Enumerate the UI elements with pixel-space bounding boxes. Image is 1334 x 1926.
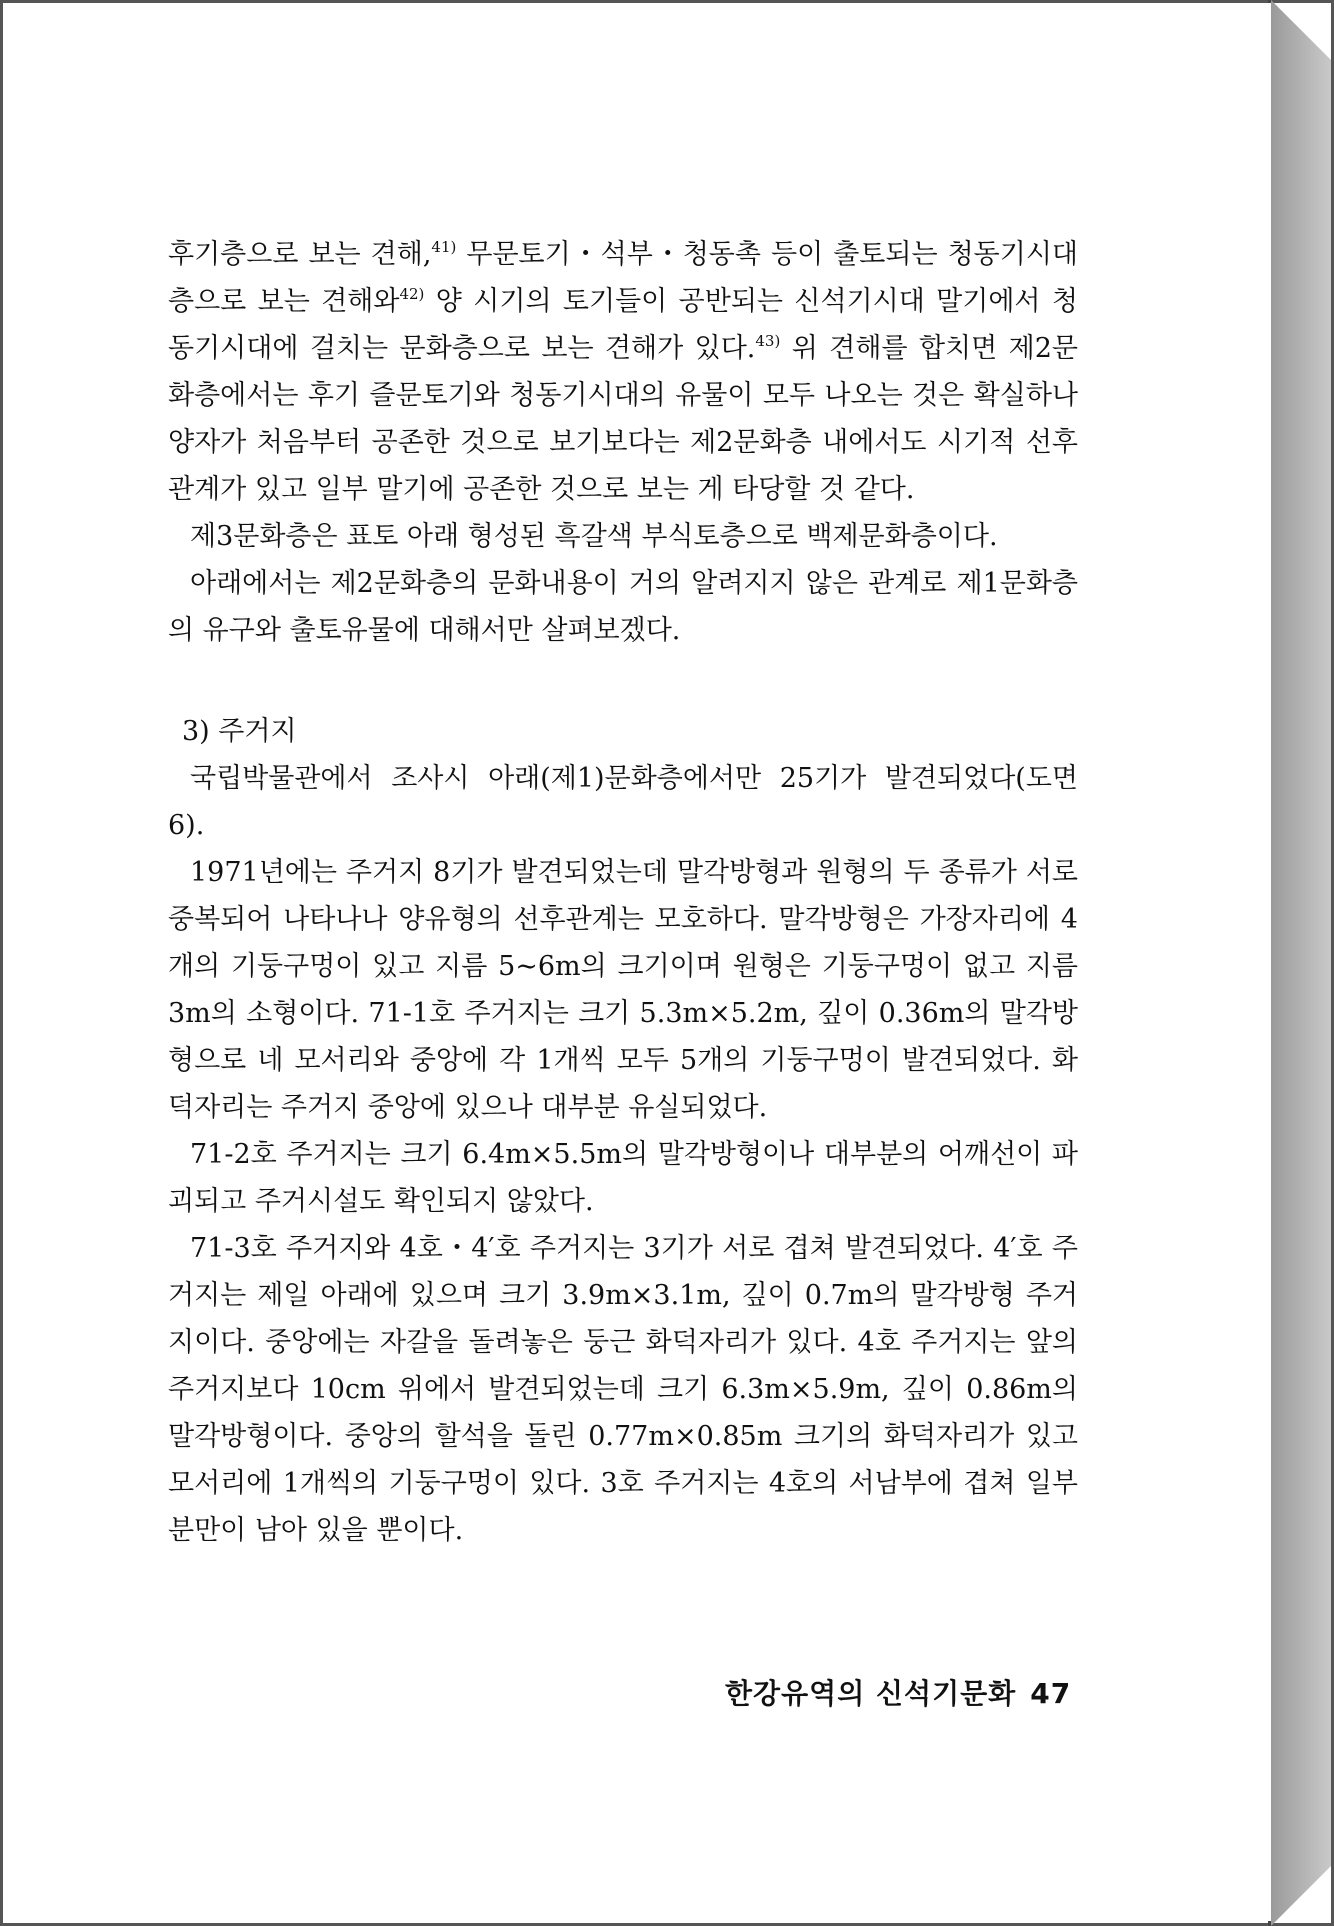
text-run: 무문토기・석부・청동촉 등이 출토되는 청동기시대층으로 보는 견해와	[168, 239, 1078, 317]
page-edge-shadow	[1271, 0, 1331, 1926]
paragraph-3: 아래에서는 제2문화층의 문화내용이 거의 알려지지 않은 관계로 제1문화층의 유구와 출토유물에 대해서만 살펴보겠다.	[168, 568, 1078, 646]
paragraph-7: 71-3호 주거지와 4호・4′호 주거지는 3기가 서로 겹쳐 발견되었다. 4′호 주거지는 제일 아래에 있으며 크기 3.9m×3.1m, 깊이 0.7m의 말각방형 주거지이다. 중앙에는 자갈을 돌려놓은 둥근 화덕자리가 있다. 4호 주거지는 앞의 주거지보다 10cm 위에서 발견되었는데 크기 6.3m×5.9m, 깊이 0.86m의 말각방형이다. 중앙의 할석을 돌린 0.77m×0.85m 크기의 화덕자리가 있고 모서리에 1개씩의 기둥구멍이 있다. 3호 주거지는 4호의 서남부에 겹쳐 일부분만이 남아 있을 뿐이다.	[168, 1233, 1078, 1546]
text-run: 후기층으로 보는 견해,	[168, 239, 432, 270]
page-number: 47	[1030, 1677, 1072, 1710]
body-text	[168, 231, 1078, 1554]
paragraph-2: 제3문화층은 표토 아래 형성된 흑갈색 부식토층으로 백제문화층이다.	[190, 521, 998, 552]
section-heading: 3) 주거지	[182, 716, 297, 747]
text-run: 양 시기의 토기들이 공반되는 신석기시대 말기에서 청동기시대에 걸치는 문화층으로 보는 견해가 있다.	[168, 286, 1078, 364]
paragraph-4: 국립박물관에서 조사시 아래(제1)문화층에서만 25기가 발견되었다(도면 6).	[168, 763, 1078, 841]
book-title: 한강유역의 신석기문화	[725, 1677, 1017, 1710]
book-page	[3, 3, 1271, 1921]
running-footer	[725, 1672, 1071, 1712]
paragraph-6: 71-2호 주거지는 크기 6.4m×5.5m의 말각방형이나 대부분의 어깨선이 파괴되고 주거시설도 확인되지 않았다.	[168, 1139, 1078, 1217]
footnote-ref-41: 41)	[431, 238, 457, 256]
paragraph-5: 1971년에는 주거지 8기가 발견되었는데 말각방형과 원형의 두 종류가 서로 중복되어 나타나나 양유형의 선후관계는 모호하다. 말각방형은 가장자리에 4개의 기둥구멍이 있고 지름 5∼6m의 크기이며 원형은 기둥구멍이 없고 지름 3m의 소형이다. 71-1호 주거지는 크기 5.3m×5.2m, 깊이 0.36m의 말각방형으로 네 모서리와 중앙에 각 1개씩 모두 5개의 기둥구멍이 발견되었다. 화덕자리는 주거지 중앙에 있으나 대부분 유실되었다.	[168, 857, 1078, 1123]
footnote-ref-42: 42)	[399, 285, 425, 303]
paragraph-1	[168, 231, 1078, 513]
text-run: 위 견해를 합치면 제2문화층에서는 후기 즐문토기와 청동기시대의 유물이 모두 나오는 것은 확실하나 양자가 처음부터 공존한 것으로 보기보다는 제2문화층 내에서도 시기적 선후관계가 있고 일부 말기에 공존한 것으로 보는 게 타당할 것 같다.	[168, 333, 1078, 505]
footnote-ref-43: 43)	[755, 332, 781, 350]
